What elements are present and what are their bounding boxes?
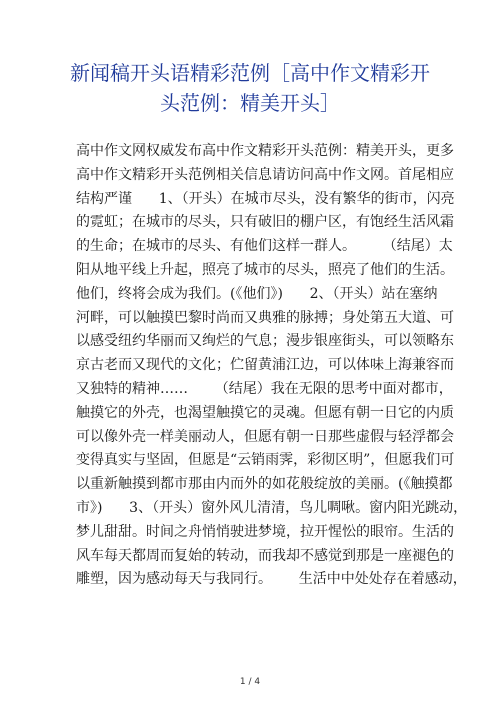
body-line: 的生命；在城市的尽头、有他们这样一群人。 （结尾）太 [76, 238, 453, 255]
body-line: 阳从地平线上升起，照亮了城市的尽头，照亮了他们的生活。 [76, 261, 454, 278]
body-line: 变得真实与坚固，但愿是“云销雨霁，彩彻区明”，但愿我们可 [76, 452, 455, 469]
body-line: 京古老而又现代的文化；伫留黄浦江边，可以体味上海兼容而 [76, 357, 454, 374]
body-line: 高中作文网权威发布高中作文精彩开头范例：精美开头，更多 [76, 143, 454, 159]
article-body [76, 140, 468, 592]
body-line: 市》) 3、（开头）窗外风儿清清，鸟儿啁啾。窗内阳光跳动， [76, 499, 468, 516]
body-line: 风车每天都周而复始的转动，而我却不感觉到那是一座褪色的 [76, 547, 454, 564]
body-line: 以感受纽约华丽而又绚烂的气息；漫步银座街头，可以领略东 [76, 333, 454, 350]
body-line: 可以像外壳一样美丽动人，但愿有朝一日那些虚假与轻浮都会 [76, 428, 454, 445]
body-line: 高中作文精彩开头范例相关信息请访问高中作文网。首尾相应 [76, 166, 454, 183]
title-line: 头范例：精美开头］ [160, 91, 340, 115]
body-line: 结构严谨 1、（开头）在城市尽头，没有繁华的街市，闪亮 [76, 190, 455, 207]
body-line: 以重新触摸到都市那由内而外的如花般绽放的美丽。(《触摸都 [76, 476, 453, 493]
body-line: 又独特的精神…… （结尾）我在无限的思考中面对都市， [76, 380, 453, 397]
body-line: 河畔，可以触摸巴黎时尚而又典雅的脉搏；身处第五大道、可 [76, 309, 454, 326]
body-line: 触摸它的外壳，也渴望触摸它的灵魂。但愿有朝一日它的内质 [76, 404, 454, 421]
body-line: 的霓虹；在城市的尽头，只有破旧的棚户区，有饱经生活风霜 [76, 214, 454, 231]
page-indicator: 1 / 4 [239, 677, 261, 687]
body-line: 梦儿甜甜。时间之舟悄悄驶进梦境，拉开惺忪的眼帘。生活的 [76, 523, 454, 540]
title-line: 新闻稿开头语精彩范例［高中作文精彩开 [70, 61, 430, 85]
document-title [60, 58, 440, 118]
body-line: 他们，终将会成为我们。(《他们》) 2、（开头）站在塞纳 [76, 285, 438, 302]
body-line: 雕塑，因为感动每天与我同行。 生活中中处处存在着感动， [76, 571, 467, 588]
